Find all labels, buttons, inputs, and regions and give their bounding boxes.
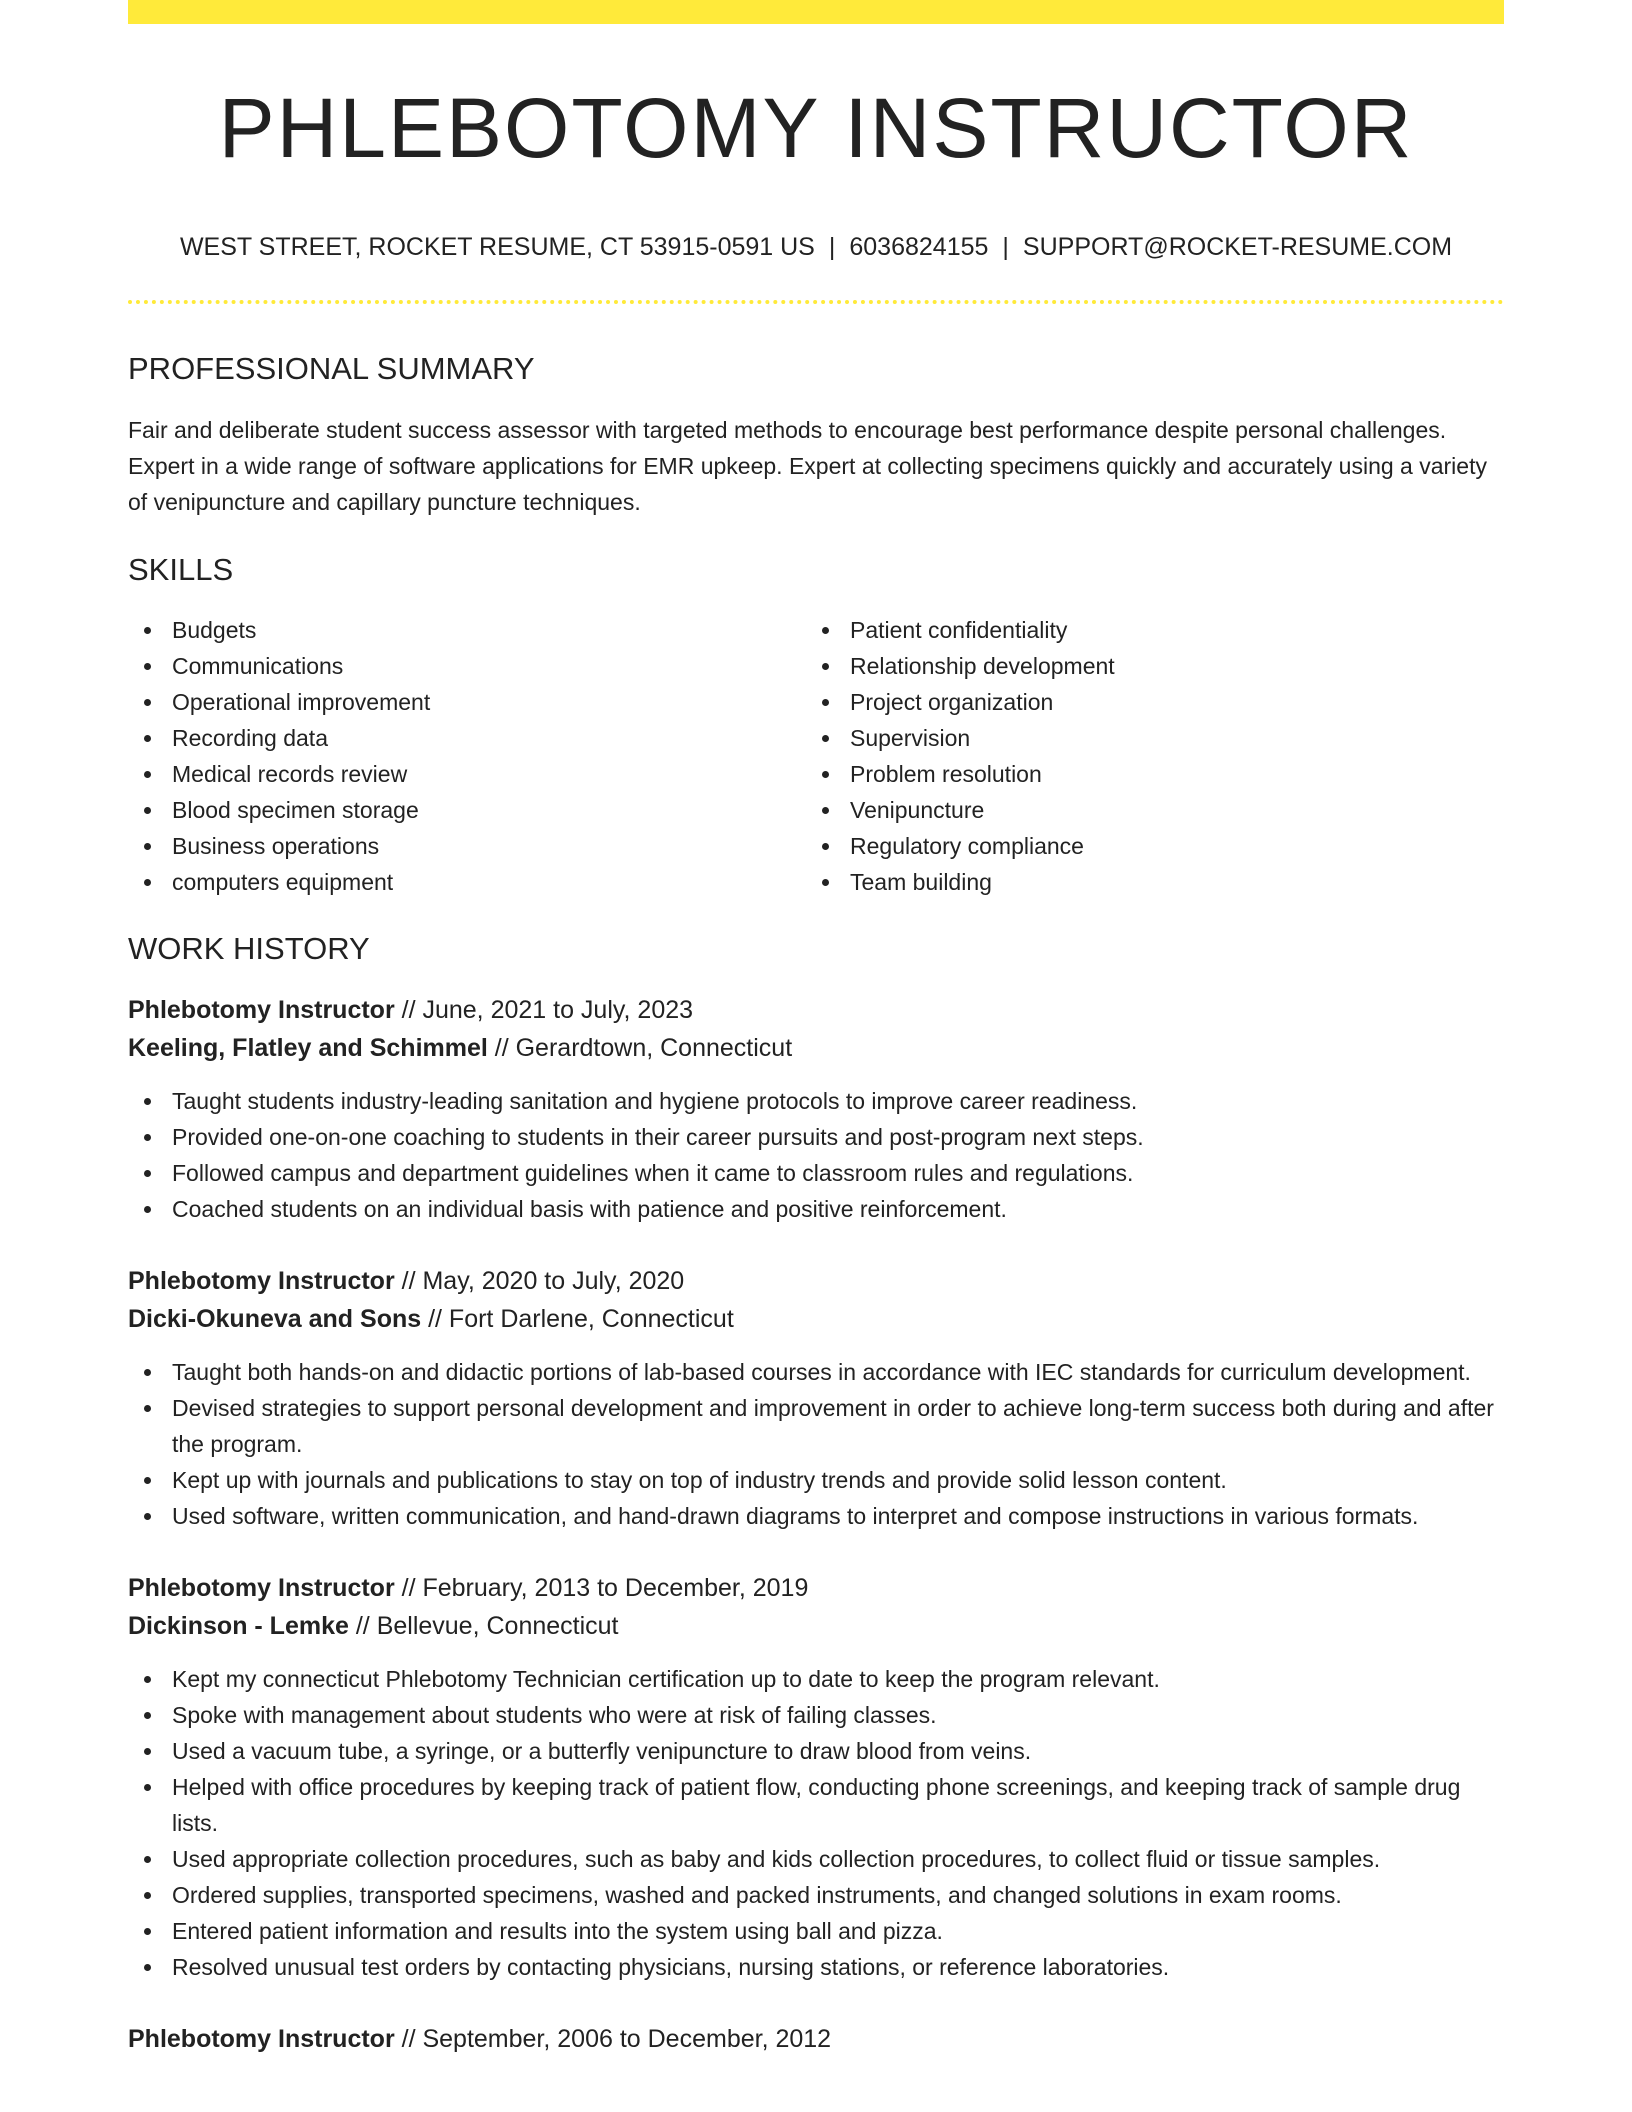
contact-phone: 6036824155	[849, 233, 989, 262]
skills-column-left	[128, 612, 806, 900]
skill-item: Supervision	[806, 720, 1484, 756]
job-company-line	[128, 1607, 1504, 1645]
skill-item: Relationship development	[806, 648, 1484, 684]
skill-item: Medical records review	[128, 756, 806, 792]
job-bullet: Taught both hands-on and didactic portions of lab-based courses in accordance with IEC standards for curriculum development.	[128, 1354, 1504, 1390]
header-divider	[128, 300, 1504, 304]
job-bullet: Followed campus and department guidelines when it came to classroom rules and regulations.	[128, 1155, 1504, 1191]
contact-address: WEST STREET, ROCKET RESUME, CT 53915-0591 US	[179, 233, 815, 262]
skills-column-right	[806, 612, 1484, 900]
resume-page	[128, 0, 1504, 2058]
skills-grid	[128, 612, 1504, 900]
job-entry	[128, 1569, 1504, 1985]
job-location: // Bellevue, Connecticut	[348, 1611, 619, 1640]
skill-item: Operational improvement	[128, 684, 806, 720]
summary-heading: PROFESSIONAL SUMMARY	[128, 351, 535, 387]
skill-item: Budgets	[128, 612, 806, 648]
job-entry	[128, 991, 1504, 1227]
job-title: Phlebotomy Instructor	[128, 1573, 395, 1602]
job-title-line	[128, 1569, 1504, 1607]
skill-item: Business operations	[128, 828, 806, 864]
skill-item: Project organization	[806, 684, 1484, 720]
skill-item: computers equipment	[128, 864, 806, 900]
job-title-line	[128, 1262, 1504, 1300]
skill-item: Team building	[806, 864, 1484, 900]
work-history-section	[128, 930, 1504, 2058]
contact-line	[128, 232, 1504, 262]
skill-item: Patient confidentiality	[806, 612, 1484, 648]
job-bullet: Used appropriate collection procedures, such as baby and kids collection procedures, to collect fluid or tissue samples.	[128, 1841, 1504, 1877]
skills-heading: SKILLS	[128, 551, 234, 587]
job-dates: // June, 2021 to July, 2023	[394, 995, 694, 1024]
job-company-line	[128, 1029, 1504, 1067]
job-bullet: Used a vacuum tube, a syringe, or a butterfly venipuncture to draw blood from veins.	[128, 1733, 1504, 1769]
job-entry	[128, 1262, 1504, 1534]
job-bullet: Coached students on an individual basis with patience and positive reinforcement.	[128, 1191, 1504, 1227]
job-title-line	[128, 991, 1504, 1029]
job-title: Phlebotomy Instructor	[128, 1266, 395, 1295]
skill-item: Regulatory compliance	[806, 828, 1484, 864]
contact-separator: |	[828, 233, 836, 262]
job-company: Dickinson - Lemke	[128, 1611, 349, 1640]
job-bullets	[128, 1661, 1504, 1985]
skill-item: Venipuncture	[806, 792, 1484, 828]
job-bullet: Ordered supplies, transported specimens, washed and packed instruments, and changed solutions in exam rooms.	[128, 1877, 1504, 1913]
job-dates: // September, 2006 to December, 2012	[394, 2024, 832, 2053]
skill-item: Communications	[128, 648, 806, 684]
job-bullet: Kept my connecticut Phlebotomy Technician certification up to date to keep the program relevant.	[128, 1661, 1504, 1697]
summary-text: Fair and deliberate student success assessor with targeted methods to encourage best performance despite personal challenges. Expert in a wide range of software applications for EMR upkeep. Expert at collecting specimens quickly and accurately using a variety of venipuncture and capillary puncture techniques.	[128, 416, 1487, 515]
job-bullet: Spoke with management about students who were at risk of failing classes.	[128, 1697, 1504, 1733]
work-history-heading: WORK HISTORY	[128, 930, 370, 966]
job-bullet: Kept up with journals and publications to stay on top of industry trends and provide solid lesson content.	[128, 1462, 1504, 1498]
job-title: Phlebotomy Instructor	[128, 995, 395, 1024]
job-dates: // February, 2013 to December, 2019	[394, 1573, 809, 1602]
job-bullet: Entered patient information and results into the system using ball and pizza.	[128, 1913, 1504, 1949]
job-bullets	[128, 1354, 1504, 1534]
job-bullets	[128, 1083, 1504, 1227]
job-company: Keeling, Flatley and Schimmel	[128, 1033, 488, 1062]
contact-separator: |	[1002, 233, 1009, 262]
page-title: PHLEBOTOMY INSTRUCTOR	[218, 81, 1414, 175]
job-location: // Gerardtown, Connecticut	[487, 1033, 793, 1062]
professional-summary-section	[128, 350, 1504, 519]
skill-item: Blood specimen storage	[128, 792, 806, 828]
job-company: Dicki-Okuneva and Sons	[128, 1304, 422, 1333]
job-location: // Fort Darlene, Connecticut	[421, 1304, 734, 1333]
job-entry	[128, 2020, 1504, 2058]
skill-item: Recording data	[128, 720, 806, 756]
skills-section	[128, 551, 1504, 900]
job-bullet: Used software, written communication, and hand-drawn diagrams to interpret and compose instructions in various formats.	[128, 1498, 1504, 1534]
contact-email: SUPPORT@ROCKET-RESUME.COM	[1022, 233, 1453, 262]
job-bullet: Helped with office procedures by keeping track of patient flow, conducting phone screenings, and keeping track of sample drug lists.	[128, 1769, 1504, 1841]
top-accent-bar	[128, 0, 1504, 24]
job-dates: // May, 2020 to July, 2020	[394, 1266, 685, 1295]
job-title-line	[128, 2020, 1504, 2058]
job-company-line	[128, 1300, 1504, 1338]
job-bullet: Taught students industry-leading sanitation and hygiene protocols to improve career readiness.	[128, 1083, 1504, 1119]
job-bullet: Devised strategies to support personal development and improvement in order to achieve long-term success both during and after the program.	[128, 1390, 1504, 1462]
job-bullet: Provided one-on-one coaching to students in their career pursuits and post-program next steps.	[128, 1119, 1504, 1155]
job-title: Phlebotomy Instructor	[128, 2024, 395, 2053]
skill-item: Problem resolution	[806, 756, 1484, 792]
job-bullet: Resolved unusual test orders by contacting physicians, nursing stations, or reference laboratories.	[128, 1949, 1504, 1985]
